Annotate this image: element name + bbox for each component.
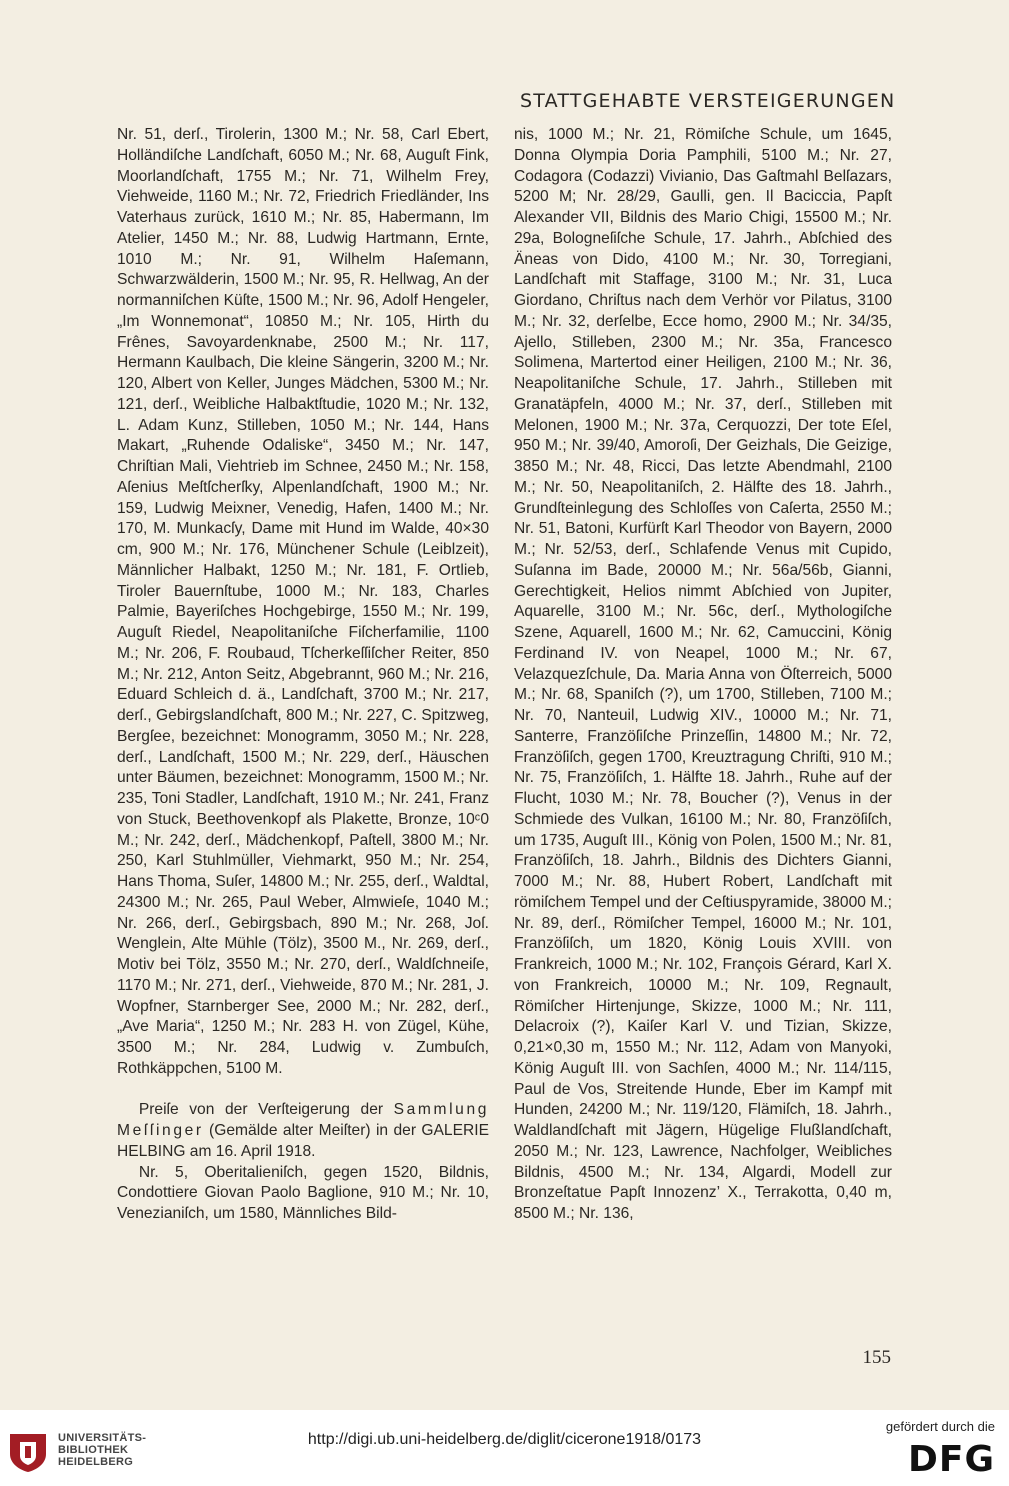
left-paragraph-2-start: Preiſe von der Verſteigerung der bbox=[138, 1101, 394, 1119]
left-paragraph-3: Nr. 5, Oberitalieniſch, gegen 1520, Bildnis, Condottiere Giovan Paolo Baglione, 910 M.; Nr. 10, Venezianiſch, um 1580, Männliches Bild- bbox=[117, 1163, 489, 1222]
dfg-logo: DFG bbox=[907, 1439, 995, 1480]
running-header: STATTGEHABTE VERSTEIGERUNGEN bbox=[520, 90, 896, 112]
left-column bbox=[117, 125, 489, 1225]
right-paragraph-1: nis, 1000 M.; Nr. 21, Römiſche Schule, um 1645, Donna Olympia Doria Pamphili, 5100 M.; Nr. 27, Codagora (Codazzi) Vivianio, Das Gaſtmahl Belſazars, 5200 M; Nr. 28/29, Gaulli, gen. Il Baciccia, Papſt Alexander VII, Bildnis des Mario Chigi, 15500 M.; Nr. 29a, Bologneſiſche Schule, 17. Jahrh., Abſchied des Äneas von Dido, 4100 M.; Nr. 30, Torregiani, Landſchaft mit Staffage, 3100 M.; Nr. 31, Luca Giordano, Chriſtus nach dem Verhör vor Pilatus, 3100 M.; Nr. 32, derſelbe, Ecce homo, 2900 M.; Nr. 34/35, Ajello, Stilleben, 2300 M.; Nr. 35a, Francesco Solimena, Martertod einer Heiligen, 2100 M.; Nr. 36, Neapolitaniſche Schule, 17. Jahrh., Stilleben mit Granatäpfeln, 4000 M.; Nr. 37, derſ., Stilleben mit Melonen, 1900 M.; Nr. 37a, Cerquozzi, Der tote Eſel, 950 M.; Nr. 39/40, Amoroſi, Der Geizhals, Die Geizige, 3850 M.; Nr. 48, Ricci, Das letzte Abendmahl, 2100 M.; Nr. 50, Neapolitaniſch, 2. Hälfte des 18. Jahrh., Grundſteinlegung des Schloſſes von Caſerta, 2550 M.; Nr. 51, Batoni, Kurfürſt Karl Theodor von Bayern, 2000 M.; Nr. 52/53, derſ., Schlafende Venus mit Cupido, Suſanna im Bade, 20000 M.; Nr. 56a/56b, Gianni, Gerechtigkeit, Helios nimmt Abſchied von Jupiter, Aquarelle, 3100 M.; Nr. 56c, derſ., Mythologiſche Szene, Aquarell, 1600 M.; Nr. 62, Camuccini, König Ferdinand IV. von Neapel, 1000 M.; Nr. 67, Velazquezſchule, Da. Maria Anna von Öſterreich, 5000 M.; Nr. 68, Spaniſch (?), um 1700, Stilleben, 7100 M.; Nr. 70, Nanteuil, Ludwig XIV., 10000 M.; Nr. 71, Santerre, Franzöſiſche Prinzeſſin, 14800 M.; Nr. 72, Franzöſiſch, gegen 1700, Kreuztragung Chriſti, 910 M.; Nr. 75, Franzöſiſch, 1. Hälfte 18. Jahrh., Ruhe auf der Flucht, 1030 M.; Nr. 78, Boucher (?), Venus in der Schmiede des Vulkan, 16100 M.; Nr. 80, Franzöſiſch, um 1735, Auguſt III., König von Polen, 1500 M.; Nr. 81, Franzöſiſch, 18. Jahrh., Bildnis des Dichters Gianni, 7000 M.; Nr. 88, Hubert Robert, Landſchaft mit römiſchem Tempel und der Ceſtiuspyramide, 38000 M.; Nr. 89, derſ., Römiſcher Tempel, 16000 M.; Nr. 101, Franzöſiſch, um 1820, König Louis XVIII. von Frankreich, 1000 M.; Nr. 102, François Gérard, Karl X. von Frankreich, 10000 M.; Nr. 109, Regnault, Römiſcher Hirtenjunge, Skizze, 1000 M.; Nr. 111, Delacroix (?), Kaiſer Karl V. und Tizian, Skizze, 0,21×0,30 m, 1550 M.; Nr. 112, Adam von Manyoki, König Auguſt III. von Sachſen, 4000 M.; Nr. 114/115, Paul de Vos, Streitende Hunde, Eber im Kampf mit Hunden, 24200 M.; Nr. 119/120, Flämiſch, 18. Jahrh., Waldlandſchaft mit Jägern, Hügelige Flußlandſchaft, 2050 M.; Nr. 123, Lawrence, Nachfolger, Weibliches Bildnis, 4500 M.; Nr. 134, Algardi, Modell zur Bronzeſtatue Papſt Innozenz’ X., Terrakotta, 0,40 m, 8500 M.; Nr. 136, bbox=[514, 126, 892, 1222]
collection-name: Sammlung Meſſinger bbox=[117, 1101, 489, 1139]
document-url-link[interactable]: http://digi.ub.uni-heidelberg.de/diglit/cicerone1918/0173 bbox=[307, 1431, 702, 1448]
left-paragraph-2 bbox=[117, 1100, 489, 1162]
page-number: 155 bbox=[862, 1347, 891, 1368]
institution-line-1: UNIVERSITÄTS- bbox=[58, 1432, 147, 1444]
right-column bbox=[514, 125, 892, 1225]
viewer-footer bbox=[0, 1410, 1009, 1486]
left-paragraph-2-end: (Gemälde alter Meiſter) in der GALERIE HELBING am 16. April 1918. bbox=[117, 1122, 489, 1160]
institution-line-2: BIBLIOTHEK bbox=[58, 1444, 129, 1456]
funding-label: gefördert durch die bbox=[885, 1419, 995, 1434]
left-paragraph-1: Nr. 51, derſ., Tirolerin, 1300 M.; Nr. 58, Carl Ebert, Holländiſche Landſchaft, 6050 M.; Nr. 68, Auguſt Fink, Moorlandſchaft, 1755 M.; Nr. 71, Wilhelm Frey, Viehweide, 1160 M.; Nr. 72, Friedrich Friedländer, Ins Vaterhaus zurück, 1610 M.; Nr. 85, Habermann, Im Atelier, 1450 M.; Nr. 88, Ludwig Hartmann, Ernte, 1010 M.; Nr. 91, Wilhelm Haſemann, Schwarzwälderin, 1500 M.; Nr. 95, R. Hellwag, An der normanniſchen Küſte, 1500 M.; Nr. 96, Adolf Hengeler, „Im Wonnemonat“, 10850 M.; Nr. 105, Hirth du Frênes, Savoyardenknabe, 2500 M.; Nr. 117, Hermann Kaulbach, Die kleine Sängerin, 3200 M.; Nr. 120, Albert von Keller, Junges Mädchen, 5300 M.; Nr. 121, derſ., Weibliche Halbaktſtudie, 1020 M.; Nr. 132, L. Adam Kunz, Stilleben, 1050 M.; Nr. 144, Hans Makart, „Ruhende Odaliske“, 3450 M.; Nr. 147, Chriſtian Mali, Viehtrieb im Schnee, 2450 M.; Nr. 158, Aſenius Meſtſcherſky, Alpenlandſchaft, 1900 M.; Nr. 159, Ludwig Meixner, Venedig, Hafen, 1400 M.; Nr. 170, M. Munkacſy, Dame mit Hund im Walde, 40×30 cm, 900 M.; Nr. 176, Münchener Schule (Leiblzeit), Männlicher Halbakt, 1250 M.; Nr. 181, F. Ortlieb, Tiroler Bauernſtube, 1000 M.; Nr. 183, Charles Palmie, Bayeriſches Hochgebirge, 1550 M.; Nr. 199, Auguſt Riedel, Neapolitaniſche Fiſcherfamilie, 1100 M.; Nr. 206, F. Roubaud, Tſcherkeſſiſcher Reiter, 850 M.; Nr. 212, Anton Seitz, Abgebrannt, 960 M.; Nr. 216, Eduard Schleich d. ä., Landſchaft, 3700 M.; Nr. 217, derſ., Gebirgslandſchaft, 800 M.; Nr. 227, C. Spitzweg, Bergſee, bezeichnet: Monogramm, 3050 M.; Nr. 228, derſ., Landſchaft, 1500 M.; Nr. 229, derſ., Häuschen unter Bäumen, bezeichnet: Monogramm, 1500 M.; Nr. 235, Toni Stadler, Landſchaft, 1910 M.; Nr. 241, Franz von Stuck, Beethovenkopf als Plakette, Bronze, 10ᶜ0 M.; Nr. 242, derſ., Mädchenkopf, Paſtell, 3800 M.; Nr. 250, Karl Stuhlmüller, Viehmarkt, 950 M.; Nr. 254, Hans Thoma, Suſer, 14800 M.; Nr. 255, derſ., Waldtal, 24300 M.; Nr. 265, Paul Weber, Almwieſe, 1040 M.; Nr. 266, derſ., Gebirgsbach, 890 M.; Nr. 268, Joſ. Wenglein, Alte Mühle (Tölz), 3500 M., Nr. 269, derſ., Motiv bei Tölz, 3550 M.; Nr. 270, derſ., Waldſchneiſe, 1170 M.; Nr. 271, derſ., Viehweide, 870 M.; Nr. 281, J. Wopfner, Starnberger See, 2000 M.; Nr. 282, derſ., „Ave Maria“, 1250 M.; Nr. 283 H. von Zügel, Kühe, 3500 M.; Nr. 284, Ludwig v. Zumbuſch, Rothkäppchen, 5100 M. bbox=[117, 126, 489, 1077]
institution-line-3: HEIDELBERG bbox=[58, 1456, 134, 1468]
